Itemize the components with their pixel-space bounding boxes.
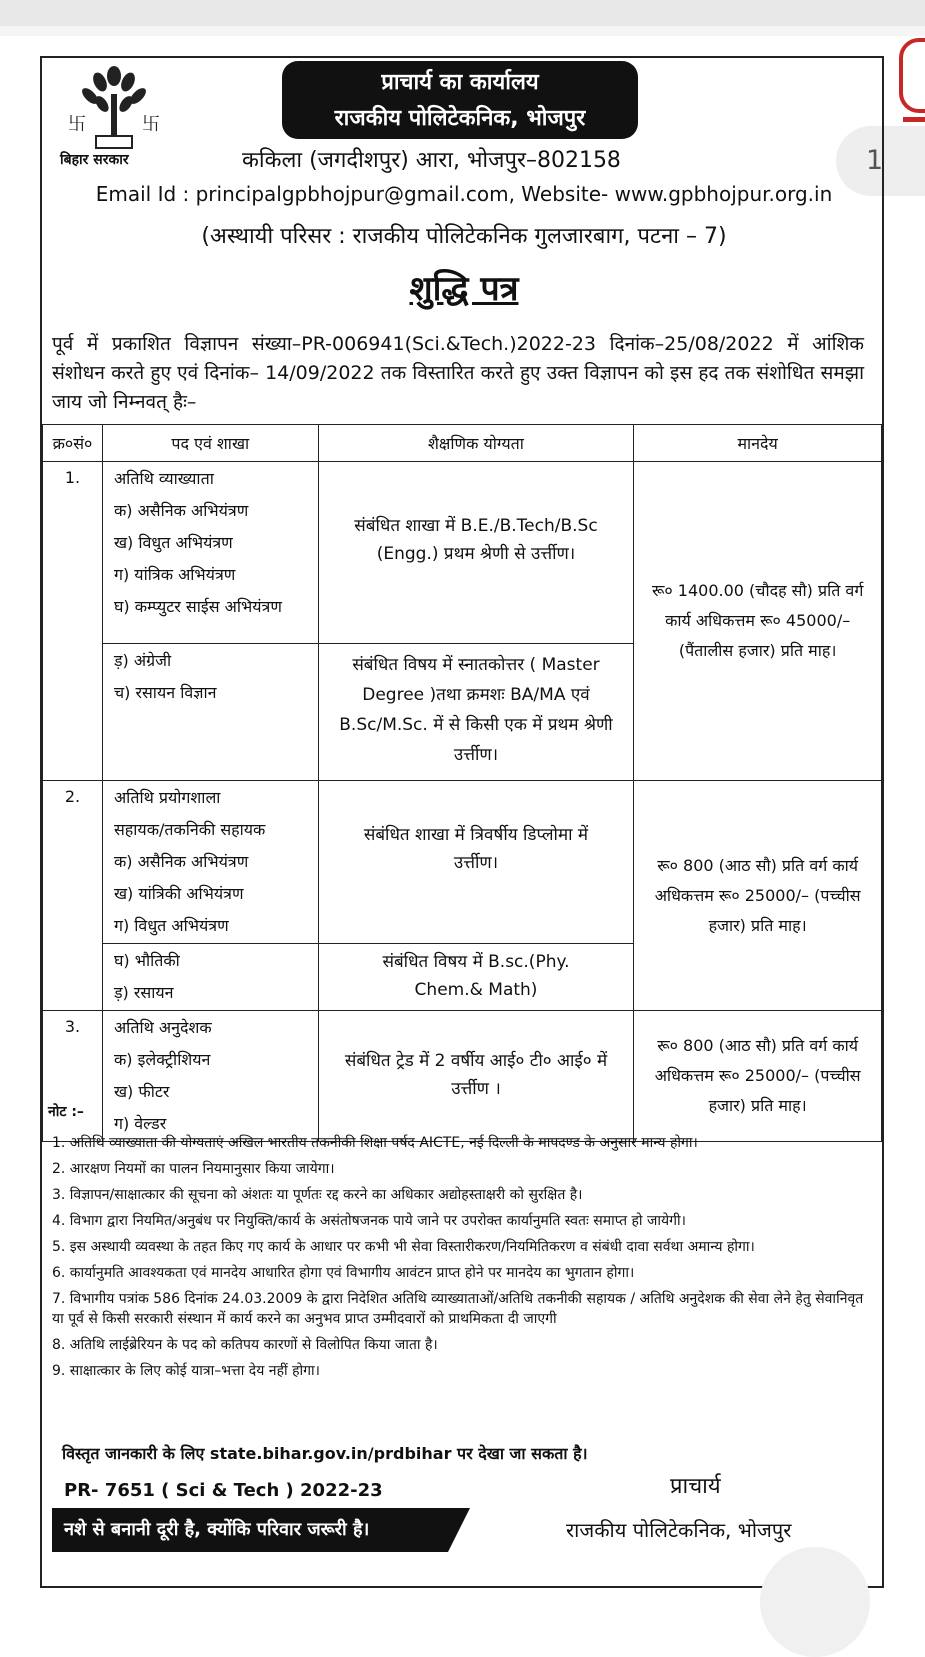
post-line: अतिथि अनुदेशक bbox=[113, 1018, 212, 1037]
emblem-caption: बिहार सरकार bbox=[60, 152, 129, 168]
contact-line: Email Id : principalgpbhojpur@gmail.com, Website- www.gpbhojpur.org.in bbox=[95, 182, 833, 206]
viewer-top-shadow bbox=[0, 26, 925, 36]
office-title-line1: प्राचार्य का कार्यालय bbox=[381, 70, 539, 95]
header-qualification: शैक्षणिक योग्यता bbox=[318, 425, 634, 462]
note-item: 3. विज्ञापन/साक्षात्कार की सूचना को अंशतः या पूर्णतः रद्द करने का अधिकार अद्योहस्ताक्षरी को सुरक्षित है। bbox=[52, 1187, 583, 1203]
post-line: ग) यांत्रिक अभियंत्रण bbox=[113, 565, 236, 584]
post-line: क) इलेक्ट्रीशियन bbox=[113, 1050, 211, 1069]
serial-number: 2. bbox=[43, 781, 103, 1011]
bihar-emblem-icon bbox=[62, 64, 172, 154]
post-line: अतिथि प्रयोगशाला bbox=[113, 788, 221, 807]
post-line: क) असैनिक अभियंत्रण bbox=[113, 852, 249, 871]
honorarium-cell: रू० 800 (आठ सौ) प्रति वर्ग कार्य अधिकत्तम रू० 25000/– (पच्चीस हजार) प्रति माह। bbox=[634, 781, 882, 1011]
more-info-line: विस्तृत जानकारी के लिए state.bihar.gov.in/prdbihar पर देखा जा सकता है। bbox=[62, 1444, 588, 1463]
office-title-line2: राजकीय पोलिटेकनिक, भोजपुर bbox=[334, 106, 586, 131]
notes-section bbox=[48, 1102, 878, 1387]
post-line: सहायक/तकनिकी सहायक bbox=[113, 820, 266, 839]
advertisement-document bbox=[40, 56, 884, 1588]
table-row bbox=[43, 781, 882, 944]
note-item: 5. इस अस्थायी व्यवस्था के तहत किए गए कार्य के आधार पर कभी भी सेवा विस्तारीकरण/नियमितिकरण व संबंधी दावा सर्वथा अमान्य होगा। bbox=[52, 1239, 755, 1255]
post-line: ख) यांत्रिकी अभियंत्रण bbox=[113, 884, 244, 903]
viewer-top-bar bbox=[0, 0, 925, 26]
header-post: पद एवं शाखा bbox=[102, 425, 318, 462]
note-item: 4. विभाग द्वारा नियमित/अनुबंध पर नियुक्ति/कार्य के असंतोषजनक पाये जाने पर उपरोक्त कार्यानुमति स्वतः समाप्त हो जायेगी। bbox=[52, 1213, 686, 1229]
qualification-cell: संबंधित विषय में स्नातकोत्तर ( Master Degree )तथा क्रमशः BA/MA एवं B.Sc/M.Sc. में से किसी एक में प्रथम श्रेणी उर्त्तीण। bbox=[318, 644, 634, 781]
post-line: अतिथि व्याख्याता bbox=[113, 469, 214, 488]
pr-number: PR- 7651 ( Sci & Tech ) 2022-23 bbox=[64, 1480, 383, 1501]
office-title-box bbox=[282, 61, 638, 139]
post-line: ख) विधुत अभियंत्रण bbox=[113, 533, 233, 552]
post-line: ड़) अंग्रेजी bbox=[113, 651, 172, 670]
corrigendum-title: शुद्धि पत्र bbox=[409, 269, 519, 309]
note-item: 8. अतिथि लाईब्रेरियन के पद को कतिपय कारणों से विलोपित किया जाता है। bbox=[52, 1337, 438, 1353]
header-honorarium: मानदेय bbox=[634, 425, 882, 462]
note-item: 6. कार्यानुमति आवश्यकता एवं मानदेय आधारित होगा एवं विभागीय आवंटन प्राप्त होने पर मानदेय का भुगतान होगा। bbox=[52, 1265, 635, 1281]
post-cell bbox=[102, 644, 318, 781]
temporary-campus-line: (अस्थायी परिसर : राजकीय पोलिटेकनिक गुलजारबाग, पटना – 7) bbox=[201, 224, 727, 249]
qualification-cell: संबंधित शाखा में B.E./B.Tech/B.Sc (Engg.) प्रथम श्रेणी से उर्त्तीण। bbox=[318, 462, 634, 644]
post-cell bbox=[102, 944, 318, 1011]
signatory-office: राजकीय पोलिटेकनिक, भोजपुर bbox=[566, 1518, 792, 1542]
signatory-title: प्राचार्य bbox=[670, 1474, 721, 1499]
corner-logo-icon bbox=[899, 38, 925, 113]
qualification-cell: संबंधित विषय में B.sc.(Phy. Chem.& Math) bbox=[318, 944, 634, 1011]
notes-heading: नोट :– bbox=[48, 1104, 84, 1120]
slogan-banner: नशे से बनानी दूरी है, क्योंकि परिवार जरूरी है। bbox=[52, 1508, 448, 1552]
note-item: 1. अतिथि व्याख्याता की योग्यताएं अखिल भारतीय तकनीकी शिक्षा पर्षद AICTE, नई दिल्ली के मापदण्ड के अनुसार मान्य होगा। bbox=[52, 1135, 698, 1151]
serial-number: 3. bbox=[43, 1011, 103, 1142]
posts-table bbox=[42, 424, 882, 1142]
note-item: 2. आरक्षण नियमों का पालन नियमानुसार किया जायेगा। bbox=[52, 1161, 335, 1177]
slogan-banner-tail bbox=[448, 1508, 470, 1552]
post-cell bbox=[102, 462, 318, 644]
table-header-row bbox=[43, 425, 882, 462]
svg-text:卐: 卐 bbox=[68, 114, 86, 135]
office-address: ककिला (जगदीशपुर) आरा, भोजपुर–802158 bbox=[242, 148, 621, 173]
post-line: ग) विधुत अभियंत्रण bbox=[113, 916, 229, 935]
corner-accent-line bbox=[903, 117, 925, 122]
svg-text:卐: 卐 bbox=[142, 114, 160, 135]
floating-action-button[interactable] bbox=[760, 1547, 870, 1657]
post-line: क) असैनिक अभियंत्रण bbox=[113, 501, 249, 520]
qualification-cell: संबंधित शाखा में त्रिवर्षीय डिप्लोमा में उर्त्तीण। bbox=[318, 781, 634, 944]
post-cell bbox=[102, 781, 318, 944]
note-item: 7. विभागीय पत्रांक 586 दिनांक 24.03.2009 के द्वारा निदेशित अतिथि व्याख्याताओं/अतिथि तकनीकी सहायक / अतिथि अनुदेशक की सेवा लेने हेतु सेवानिवृत या पूर्व से किसी सरकारी संस्थान में कार्य करने का अनुभव प्राप्त उम्मीदवारों को प्राथमिकता दी जाएगी bbox=[52, 1291, 864, 1327]
honorarium-cell: रू० 1400.00 (चौदह सौ) प्रति वर्ग कार्य अधिकत्तम रू० 45000/– (पैंतालीस हजार) प्रति माह। bbox=[634, 462, 882, 781]
post-line: ख) फीटर bbox=[113, 1082, 170, 1101]
qualification-cell: संबंधित ट्रेड में 2 वर्षीय आई० टी० आई० में उर्त्तीण । bbox=[318, 1011, 634, 1142]
page-number-badge: 1 bbox=[836, 126, 925, 196]
serial-number: 1. bbox=[43, 462, 103, 781]
post-line: घ) भौतिकी bbox=[113, 951, 180, 970]
honorarium-cell: रू० 800 (आठ सौ) प्रति वर्ग कार्य अधिकत्तम रू० 25000/– (पच्चीस हजार) प्रति माह। bbox=[634, 1011, 882, 1142]
post-line: ड़) रसायन bbox=[113, 983, 174, 1002]
table-row bbox=[43, 462, 882, 644]
post-line: घ) कम्प्युटर साईस अभियंत्रण bbox=[113, 597, 282, 616]
note-item: 9. साक्षात्कार के लिए कोई यात्रा–भत्ता देय नहीं होगा। bbox=[52, 1363, 320, 1379]
header-serial: क्र०सं० bbox=[43, 425, 103, 462]
post-line: ग) वेल्डर bbox=[113, 1114, 167, 1133]
post-line: च) रसायन विज्ञान bbox=[113, 683, 217, 702]
intro-paragraph: पूर्व में प्रकाशित विज्ञापन संख्या–PR-006941(Sci.&Tech.)2022-23 दिनांक–25/08/2022 में आंशिक संशोधन करते हुए एवं दिनांक– 14/09/2022 तक विस्तारित करते हुए उक्त विज्ञापन को इस हद तक संशोधित समझा जाय जो निम्नवत् हैः– bbox=[52, 333, 864, 413]
